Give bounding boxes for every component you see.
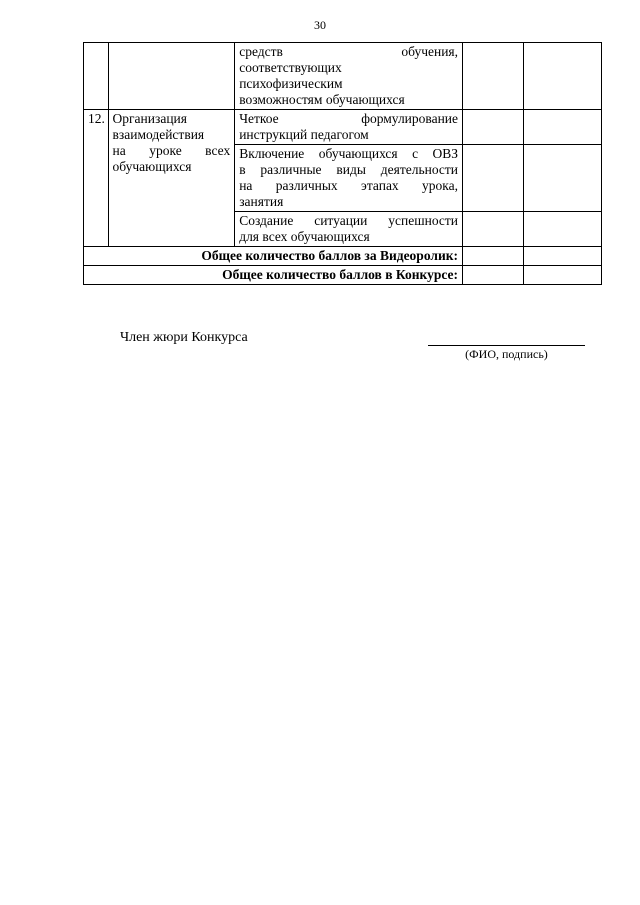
total-contest-label: Общее количество баллов в Конкурсе: [84, 266, 463, 285]
score-table [83, 42, 602, 285]
indicator-line: занятия [239, 194, 284, 209]
indicator-line: соответствующих [239, 60, 342, 75]
table-row [84, 43, 602, 110]
score-cell [463, 247, 524, 266]
score-cell [524, 43, 602, 110]
score-cell [463, 212, 524, 247]
indicator-cell [235, 145, 463, 212]
score-cell [463, 43, 524, 110]
criterion-line: Организация [112, 111, 187, 126]
indicator-line: Создание ситуации успешности [239, 213, 459, 228]
indicator-line: в различные виды деятельности [239, 162, 459, 177]
indicator-line: Четкое формулирование [239, 111, 459, 126]
indicator-line: возможностям обучающихся [239, 92, 405, 107]
table-row [84, 110, 602, 145]
criterion-cell [108, 43, 235, 110]
score-cell [524, 266, 602, 285]
indicator-cell [235, 43, 463, 110]
score-cell [463, 110, 524, 145]
number-cell [84, 43, 109, 110]
criterion-line: на уроке всех [112, 143, 231, 158]
indicator-line: на различных этапах урока, [239, 178, 459, 193]
criterion-line: обучающихся [112, 159, 192, 174]
indicator-line: инструкций педагогом [239, 127, 369, 142]
criterion-cell [108, 110, 235, 247]
signature-label: Член жюри Конкурса [120, 330, 248, 345]
score-cell [524, 212, 602, 247]
signature-line [428, 345, 585, 346]
indicator-line: средств обучения, [239, 44, 459, 59]
indicator-line: Включение обучающихся с ОВЗ [239, 146, 459, 161]
score-cell [463, 266, 524, 285]
total-row-video [84, 247, 602, 266]
score-cell [463, 145, 524, 212]
total-video-label: Общее количество баллов за Видеоролик: [84, 247, 463, 266]
indicator-line: психофизическим [239, 76, 343, 91]
total-row-contest [84, 266, 602, 285]
score-cell [524, 145, 602, 212]
row-number: 12. [84, 110, 109, 247]
indicator-cell [235, 110, 463, 145]
score-cell [524, 110, 602, 145]
signature-caption: (ФИО, подпись) [465, 347, 548, 361]
indicator-cell [235, 212, 463, 247]
indicator-line: для всех обучающихся [239, 229, 370, 244]
page-number: 30 [314, 18, 326, 32]
score-cell [524, 247, 602, 266]
criterion-line: взаимодействия [112, 127, 205, 142]
